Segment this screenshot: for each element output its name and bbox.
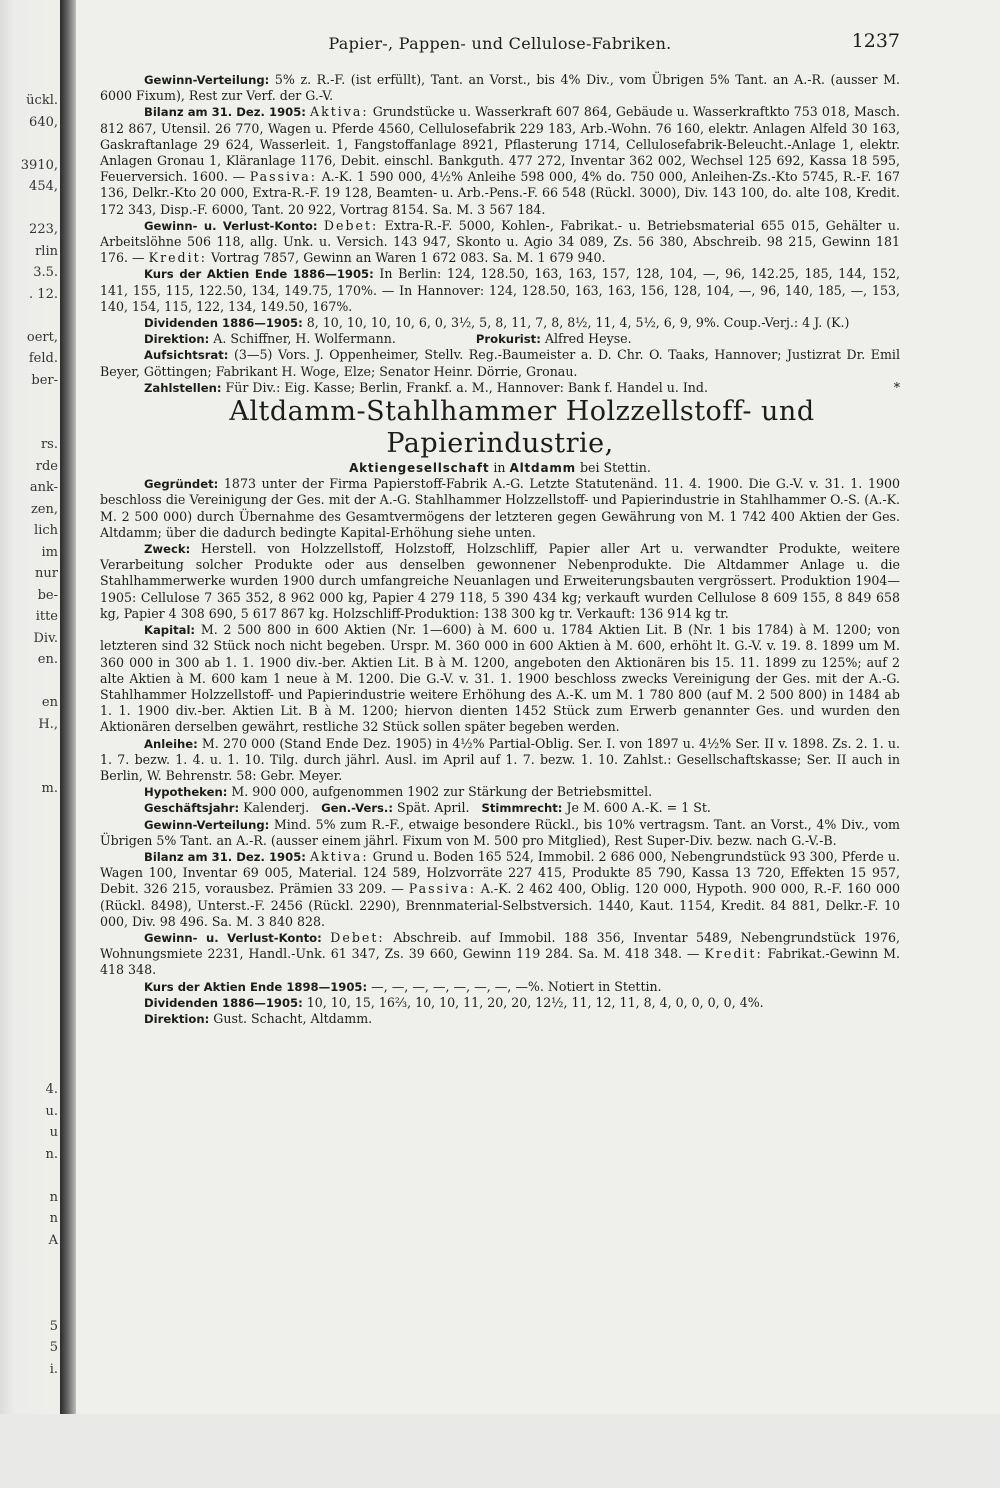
margin-fragment — [0, 391, 58, 413]
margin-fragment — [0, 1466, 58, 1488]
heading-direktion: Direktion: — [144, 332, 210, 347]
margin-fragment — [0, 1165, 58, 1187]
margin-fragment — [0, 972, 58, 994]
heading-kurs: Kurs der Aktien Ende 1886—1905: — [144, 267, 374, 282]
margin-fragment — [0, 993, 58, 1015]
margin-fragment: zen, — [30, 501, 58, 517]
margin-fragment: n. — [45, 1146, 58, 1162]
margin-fragment — [0, 886, 58, 908]
margin-fragment: be- — [37, 587, 58, 603]
margin-fragment — [0, 821, 58, 843]
heading-anleihe: Anleihe: — [144, 736, 198, 751]
margin-fragment — [0, 735, 58, 757]
profit-loss-paragraph-2: Gewinn- u. Verlust-Konto: Debet: Abschreib. auf Immobil. 188 356, Inventar 5489, Nebengrundstück 1976, Wohnungsmiete 2231, Handl.-Unk. 61 347, Zs. 39 660, Gewinn 119 284. Sa. M. 418 348. — Kredit: Fabrikat.-Gewinn M. 418 348. — [100, 929, 900, 978]
company-title: Altdamm-Stahlhammer Holzzellstoff- und Papierindustrie, — [229, 396, 815, 460]
heading-zweck: Zweck: — [144, 542, 191, 557]
profit-distribution-paragraph-2: Gewinn-Verteilung: Mind. 5% zum R.-F., etwaige besondere Rückl., bis 10% vertragsm. Tant. an Vorst., 4% Div., vom Übrigen 5% Tant. an A.-R. (ausser einem jährl. Fixum von M. 500 pro Mitglied), Rest Super-Div. bezw. nach G.-V.-B. — [100, 816, 900, 848]
balance-sheet-paragraph: Bilanz am 31. Dez. 1905: Aktiva: Grundstücke u. Wasserkraft 607 864, Gebäude u. Wasserkraftkto 753 018, Masch. 812 867, Utensil. 26 770, Wagen u. Pferde 4560, Cellulosefabrik 229 183, Arb.-Wohn. 76 160, elektr. Anlagen Alfeld 30 163, Gaskraftanlage 29 624, Wasserleit. 1, Fangstoffanlage 8921, Pflasterung 1714, Cellulosefabrik-Beleucht.-Anlage 1, elektr. Anlagen Gronau 1, Kläranlage 1176, Debit. einschl. Bankguth. 477 272, Inventar 362 002, Wechsel 125 692, Kassa 18 595, Feuerversich. 1600. — Passiva: A.-K. 1 590 000, 4½% Anleihe 598 000, 4% do. 750 000, Anleihen-Zs.-Kto 5745, R.-F. 167 136, Delkr.-Kto 20 000, Extra-R.-F. 19 128, Beamten- u. Arb.-Pens.-F. 66 548 (Rückl. 3000), Div. 143 100, do. alte 108, Kredit. 172 343, Disp.-F. 6000, Tant. 20 922, Vortrag 8154. Sa. M. 3 567 184. — [100, 104, 900, 217]
page-header — [100, 30, 900, 58]
heading-aufsichtsrat: Aufsichtsrat: — [144, 348, 229, 363]
heading-gewinn-verlust: Gewinn- u. Verlust-Konto: — [144, 218, 318, 233]
margin-fragment: n — [49, 1189, 58, 1205]
footnote-star: * — [893, 379, 900, 395]
heading-stimmrecht: Stimmrecht: — [481, 801, 563, 816]
heading-prokurist: Prokurist: — [475, 332, 541, 347]
margin-fragment: oert, — [26, 329, 58, 345]
margin-fragment — [0, 950, 58, 972]
heading-dividenden: Dividenden 1886—1905: — [144, 316, 303, 331]
margin-fragment — [0, 133, 58, 155]
margin-fragment: rlin — [35, 243, 58, 259]
dividends-paragraph-2: Dividenden 1886—1905: 10, 10, 15, 16⅔, 10, 10, 11, 20, 20, 12½, 11, 12, 11, 8, 4, 0, 0, 0, 0, 4%. — [144, 994, 764, 1010]
margin-fragment: i. — [49, 1361, 58, 1377]
profit-distribution-paragraph: Gewinn-Verteilung: 5% z. R.-F. (ist erfüllt), Tant. an Vorst., bis 4% Div., vom Übrigen 5% Tant. an A.-R. (ausser M. 6000 Fixum), Rest zur Verf. der G.-V. — [100, 72, 900, 104]
margin-fragment: 5 — [49, 1318, 58, 1334]
heading-bilanz-2: Bilanz am 31. Dez. 1905: — [144, 849, 306, 864]
margin-fragment — [0, 1015, 58, 1037]
margin-fragment: en. — [37, 652, 58, 667]
margin-fragment — [0, 413, 58, 435]
margin-fragment: rde — [35, 458, 58, 474]
margin-fragment: . 12. — [29, 286, 58, 302]
heading-gewinn-verlust-2: Gewinn- u. Verlust-Konto: — [144, 930, 322, 945]
heading-hypotheken: Hypotheken: — [144, 785, 228, 800]
purpose-paragraph: Zweck: Herstell. von Holzzellstoff, Holzstoff, Holzschliff, Papier aller Art u. verwandter Produkte, weitere Verarbeitung solcher Produkte oder aus denselben gewonnener Nebenprodukte. Die Altdammer Anlage u. die Stahlhammerwerke wurden 1900 durch umfangreiche Neuanlagen und Erweiterungsbauten vergrössert. Produktion 1904—1905: Cellulose 7 365 352, 8 962 000 kg, Papier 4 279 118, 5 390 434 kg; verkauft wurden Cellulose 8 609 155, 8 849 658 kg, Papier 4 308 690, 5 617 867 kg. Holzschliff-Produktion: 138 300 kg tr. Verkauft: 136 914 kg tr. — [100, 541, 900, 621]
margin-fragment — [0, 757, 58, 779]
heading-gen-vers: Gen.-Vers.: — [321, 801, 393, 816]
heading-geschaeftsjahr: Geschäftsjahr: — [144, 801, 240, 816]
margin-fragment — [0, 1423, 58, 1445]
company-subtitle: Aktiengesellschaft in Altdamm bei Stettin. — [349, 460, 651, 476]
share-price-paragraph-2: Kurs der Aktien Ende 1898—1905: —, —, —, —, —, —, —, —%. Notiert in Stettin. — [144, 978, 662, 994]
margin-fragment: en — [41, 695, 58, 710]
margin-fragment: ank- — [29, 480, 58, 495]
previous-page-margin — [0, 90, 58, 1377]
margin-fragment: A — [48, 1232, 58, 1248]
heading-zahlstellen: Zahlstellen: — [144, 380, 222, 395]
bond-paragraph: Anleihe: M. 270 000 (Stand Ende Dez. 1905) in 4½% Partial-Oblig. Ser. I. von 1897 u. 4½% Ser. II v. 1898. Zs. 2. 1. u. 1. 7. bezw. 1. 4. u. 1. 10. Tilg. durch jährl. Ausl. im April auf 1. 7. bezw. 1. 10. Zahlst.: Gesellschaftskasse; Ser. II auch in Berlin, W. Behrenstr. 58: Gebr. Meyer. — [100, 735, 900, 783]
margin-fragment — [0, 1294, 58, 1316]
margin-fragment: nur — [35, 566, 58, 581]
margin-fragment: 640, — [29, 114, 58, 130]
margin-fragment: u. — [45, 1103, 58, 1119]
supervisory-board-paragraph: Aufsichtsrat: (3—5) Vors. J. Oppenheimer, Stellv. Reg.-Baumeister a. D. Chr. O. Taaks, Hannover; Justizrat Dr. Emil Beyer, Göttingen; Fabrikant H. Woge, Elze; Senator Heinr. Dörrie, Gronau. — [100, 347, 900, 379]
margin-fragment: itte — [35, 609, 58, 624]
margin-fragment: 5 — [49, 1340, 58, 1355]
margin-fragment: 454, — [29, 179, 58, 194]
heading-gewinn-verteilung-2: Gewinn-Verteilung: — [144, 817, 270, 832]
margin-fragment — [0, 198, 58, 220]
margin-fragment — [0, 1058, 58, 1080]
margin-fragment: 223, — [29, 222, 58, 237]
margin-fragment — [0, 1036, 58, 1058]
margin-fragment — [0, 800, 58, 822]
margin-fragment — [0, 305, 58, 327]
capital-paragraph: Kapital: M. 2 500 800 in 600 Aktien (Nr. 1—600) à M. 600 u. 1784 Aktien Lit. B (Nr. 1 bis 1784) à M. 1200; von letzteren sind 32 Stück noch nicht begeben. Urspr. M. 360 000 in 600 Aktien à M. 600, erhöht lt. G.-V. v. 19. 8. 1899 um M. 360 000 in 300 ab 1. 1. 1900 div.-ber. Aktien Lit. B à M. 1200, angeboten den Aktionären bis 15. 11. 1899 zu 125%; auf 2 alte Aktien à M. 600 kam 1 neue à M. 1200. Die G.-V. v. 31. 1. 1900 beschloss zwecks Vereinigung der Ges. mit der A.-G. Stahlhammer Holzzellstoff- und Papierindustrie weitere Erhöhung des A.-K. um M. 1 780 800 (auf M. 2 500 800) in 1484 ab 1. 1. 1900 div.-ber. Aktien Lit. B à M. 1200; hiervon dienten 1452 Stück zum Erwerb genannter Ges. und wurden den Aktionären derselben gewährt, restliche 32 Stück sollen später begeben werden. — [100, 622, 900, 735]
heading-bilanz: Bilanz am 31. Dez. 1905: — [144, 105, 306, 120]
margin-fragment — [0, 907, 58, 929]
margin-fragment — [0, 1402, 58, 1424]
margin-fragment: 3910, — [20, 157, 58, 173]
profit-loss-paragraph: Gewinn- u. Verlust-Konto: Debet: Extra-R.-F. 5000, Kohlen-, Fabrikat.- u. Betriebsmaterial 655 015, Gehälter u. Arbeitslöhne 506 118, allg. Unk. u. Versich. 143 947, Skonto u. Agio 34 089, Zs. 56 380, Abschreib. 98 215, Gewinn 181 176. — Kredit: Vortrag 7857, Gewinn an Waren 1 672 083. Sa. M. 1 679 940. — [100, 217, 900, 266]
margin-fragment: ückl. — [26, 93, 58, 108]
share-price-paragraph: Kurs der Aktien Ende 1886—1905: In Berlin: 124, 128.50, 163, 163, 157, 128, 104, —, 96, 142.25, 185, 144, 152, 141, 155, 115, 122.50, 134, 149.75, 170%. — In Hannover: 124, 128.50, 163, 163, 156, 128, 104, —, 96, 140, 185, —, 153, 140, 154, 115, 122, 134, 149.50, 167%. — [100, 266, 900, 314]
margin-fragment: feld. — [28, 351, 58, 366]
heading-dividenden-2: Dividenden 1886—1905: — [144, 995, 303, 1010]
book-gutter — [60, 0, 76, 1414]
margin-fragment: lich — [34, 523, 58, 538]
margin-fragment — [0, 1380, 58, 1402]
page-number: 1237 — [851, 30, 900, 52]
heading-kapital: Kapital: — [144, 623, 196, 638]
margin-fragment: u — [49, 1125, 58, 1140]
founded-paragraph: Gegründet: 1873 unter der Firma Papierstoff-Fabrik A.-G. Letzte Statutenänd. 11. 4. 1900. Die G.-V. v. 31. 1. 1900 beschloss die Vereinigung der Ges. mit der A.-G. Stahlhammer Holzzellstoff- und Papierindustrie in Stahlhammer O.-S. (A.-K. M. 2 500 000) durch Übernahme des Gesamtvermögens der letzteren gegen Gewährung von M. 1 742 400 Aktien der Ges. Altdamm; über die dadurch bedingte Kapital-Erhöhung siehe unten. — [100, 476, 900, 540]
fiscal-year-paragraph: Geschäftsjahr: Kalenderj. Gen.-Vers.: Spät. April. Stimmrecht: Je M. 600 A.-K. = 1 St. — [144, 800, 711, 816]
margin-fragment: m. — [41, 781, 58, 796]
margin-fragment — [0, 1445, 58, 1467]
margin-fragment: n — [49, 1211, 58, 1226]
margin-fragment: 3.5. — [33, 265, 58, 280]
management-paragraph-2: Direktion: Gust. Schacht, Altdamm. — [144, 1010, 373, 1026]
heading-kurs-2: Kurs der Aktien Ende 1898—1905: — [144, 979, 368, 994]
mortgage-paragraph: Hypotheken: M. 900 000, aufgenommen 1902 zur Stärkung der Betriebsmittel. — [144, 784, 653, 800]
body-text — [100, 72, 900, 1027]
margin-fragment — [0, 864, 58, 886]
margin-fragment: 4. — [45, 1082, 58, 1097]
margin-fragment — [0, 843, 58, 865]
margin-fragment: rs. — [40, 437, 58, 452]
heading-gewinn-verteilung: Gewinn-Verteilung: — [144, 73, 270, 87]
margin-fragment — [0, 1273, 58, 1295]
balance-sheet-paragraph-2: Bilanz am 31. Dez. 1905: Aktiva: Grund u. Boden 165 524, Immobil. 2 686 000, Nebengrundstück 93 300, Pferde u. Wagen 100, Inventar 69 005, Material. 124 589, Holzvorräte 227 415, Produkte 85 790, Kassa 13 720, Effekten 15 957, Debit. 326 215, vorausbez. Prämien 33 209. — Passiva: A.-K. 2 462 400, Oblig. 120 000, Hypoth. 900 000, R.-F. 160 000 (Rückl. 8498), Unterst.-F. 2456 (Rückl. 2290), Brennmaterial-Selbstversich. 1440, Kaut. 1154, Kredit. 84 881, Delkr.-F. 10 000, Div. 98 496. Sa. M. 3 840 828. — [100, 848, 900, 929]
margin-fragment: ber- — [31, 372, 58, 388]
dividends-paragraph: Dividenden 1886—1905: 8, 10, 10, 10, 10, 6, 0, 3½, 5, 8, 11, 7, 8, 8½, 11, 4, 5½, 6, 9, 9%. Coup.-Verj.: 4 J. (K.) — [144, 315, 850, 331]
heading-gegruendet: Gegründet: — [144, 477, 219, 492]
margin-fragment: Div. — [33, 630, 58, 646]
margin-fragment — [0, 929, 58, 951]
margin-fragment — [0, 1251, 58, 1273]
management-paragraph: Direktion: A. Schiffner, H. Wolfermann. Prokurist: Alfred Heyse. — [144, 331, 632, 347]
heading-direktion-2: Direktion: — [144, 1011, 210, 1026]
running-title: Papier-, Pappen- und Cellulose-Fabriken. — [328, 34, 672, 53]
margin-fragment: H., — [38, 716, 58, 732]
paying-agents-paragraph: Zahlstellen: Für Div.: Eig. Kasse; Berlin, Frankf. a. M., Hannover: Bank f. Handel u. Ind. * — [144, 379, 900, 395]
margin-fragment: im — [41, 544, 58, 560]
margin-fragment — [0, 671, 58, 693]
